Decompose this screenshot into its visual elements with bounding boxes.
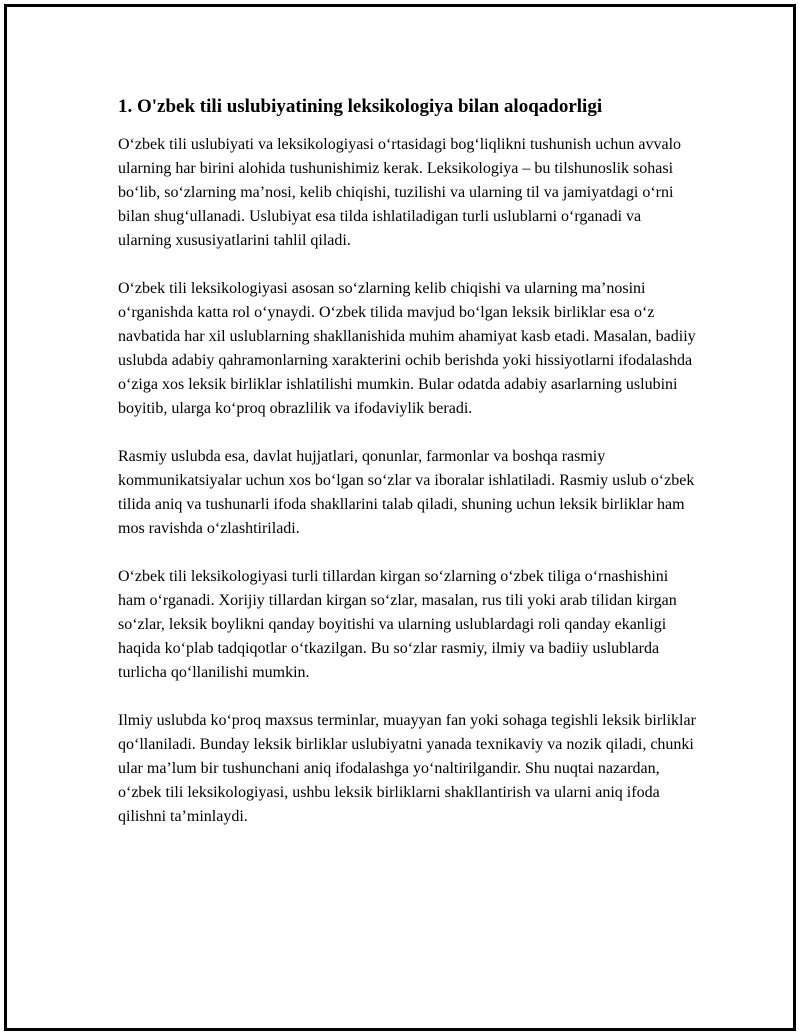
paragraph: O‘zbek tili leksikologiyasi turli tillardan kirgan so‘zlarning o‘zbek tiliga o‘rnashishini ham o‘rganadi. Xorijiy tillardan kirgan so‘zlar, masalan, rus tili yoki arab tilidan kirgan so‘zlar, leksik boylikni qanday boyitishi va ularning uslublardagi roli qanday ekanligi haqida ko‘plab tadqiqotlar o‘tkazilgan. Bu so‘zlar rasmiy, ilmiy va badiiy uslublarda turlicha qo‘llanilishi mumkin. xyxy=(118,568,677,681)
section-heading: 1. O'zbek tili uslubiyatining leksikologiya bilan aloqadorligi xyxy=(118,96,603,117)
document-body xyxy=(118,93,698,829)
paragraph: O‘zbek tili uslubiyati va leksikologiyasi o‘rtasidagi bog‘liqlikni tushunish uchun avvalo ularning har birini alohida tushunishimiz kerak. Leksikologiya – bu tilshunoslik sohasi bo‘lib, so‘zlarning ma’nosi, kelib chiqishi, tuzilishi va ularning til va jamiyatdagi o‘rni bilan shug‘ullanadi. Uslubiyat esa tilda ishlatiladigan turli uslublarni o‘rganadi va ularning xususiyatlarini tahlil qiladi. xyxy=(118,136,682,249)
paragraph: Ilmiy uslubda ko‘proq maxsus terminlar, muayyan fan yoki sohaga tegishli leksik birliklar qo‘llaniladi. Bunday leksik birliklar uslubiyatni yanada texnikaviy va nozik qiladi, chunki ular ma’lum bir tushunchani aniq ifodalashga yo‘naltirilgandir. Shu nuqtai nazardan, o‘zbek tili leksikologiyasi, ushbu leksik birliklarni shakllantirish va ularni aniq ifoda qilishni ta’minlaydi. xyxy=(118,712,696,825)
paragraph: Rasmiy uslubda esa, davlat hujjatlari, qonunlar, farmonlar va boshqa rasmiy kommunikatsiyalar uchun xos bo‘lgan so‘zlar va iboralar ishlatiladi. Rasmiy uslub o‘zbek tilida aniq va tushunarli ifoda shakllarini talab qiladi, shuning uchun leksik birliklar ham mos ravishda o‘zlashtiriladi. xyxy=(118,448,695,537)
paragraph: O‘zbek tili leksikologiyasi asosan so‘zlarning kelib chiqishi va ularning ma’nosini o‘rganishda katta rol o‘ynaydi. O‘zbek tilida mavjud bo‘lgan leksik birliklar esa o‘z navbatida har xil uslublarning shakllanishida muhim ahamiyat kasb etadi. Masalan, badiiy uslubda adabiy qahramonlarning xarakterini ochib berishda yoki hissiyotlarni ifodalashda o‘ziga xos leksik birliklar ishlatilishi mumkin. Bular odatda adabiy asarlarning uslubini boyitib, ularga ko‘proq obrazlilik va ifodaviylik beradi. xyxy=(118,280,696,417)
